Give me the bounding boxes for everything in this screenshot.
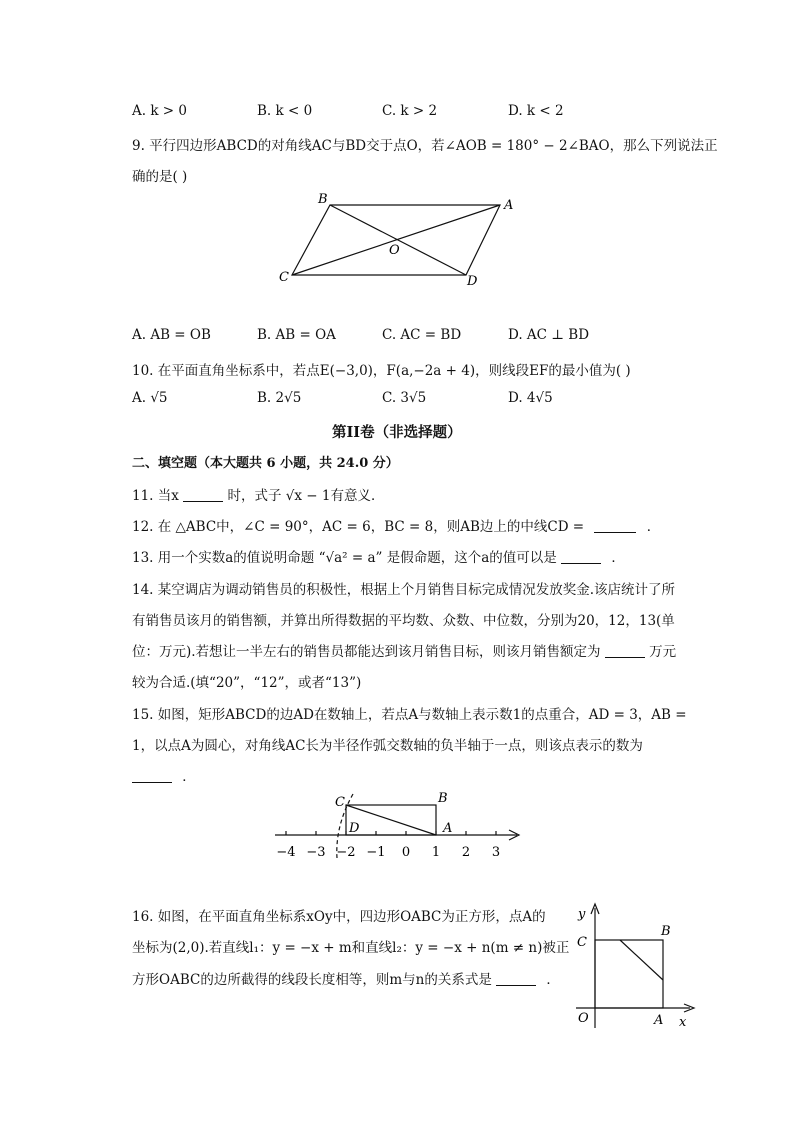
q15-answer-blank[interactable]	[132, 768, 172, 783]
q14-text-line1: 14. 某空调店为调动销售员的积极性，根据上个月销售目标完成情况发放奖金.该店统计了所	[132, 582, 676, 598]
diagonal-ac	[346, 805, 436, 835]
label-a: A	[654, 1013, 664, 1028]
q15-text-line3	[132, 765, 196, 785]
section-title: 第II卷（非选择题）	[332, 424, 462, 441]
label-a: A	[443, 821, 453, 836]
tick-label: −1	[366, 845, 386, 860]
q12-after: ．	[646, 519, 661, 535]
tick-label: 1	[431, 845, 441, 860]
q14-text-line3	[132, 640, 676, 660]
q16-text-line2: 坐标为(2,0).若直线l₁：y = −x + m和直线l₂：y = −x + n(m ≠ n)被正	[132, 940, 570, 956]
q10-option-d: D. 4√5	[508, 390, 553, 406]
q8-option-a: A. k > 0	[132, 103, 187, 119]
label-c: C	[335, 795, 345, 810]
tick-label: −3	[306, 845, 326, 860]
q11-before: 11. 当x	[132, 488, 179, 504]
label-x: x	[679, 1015, 687, 1030]
q13-after: ．	[611, 550, 625, 566]
tick-label: −4	[276, 845, 296, 860]
q15-text-line1: 15. 如图，矩形ABCD的边AD在数轴上，若点A与数轴上表示数1的点重合，AD = 3，AB =	[132, 707, 687, 723]
q16-text-line3	[132, 968, 560, 988]
segment	[620, 940, 663, 980]
tick-label: −2	[336, 845, 356, 860]
label-b: B	[318, 192, 328, 207]
q16-text-line1: 16. 如图，在平面直角坐标系xOy中，四边形OABC为正方形，点A的	[132, 909, 546, 925]
q11-text	[132, 484, 384, 504]
label-o: O	[578, 1011, 589, 1026]
q13-text	[132, 546, 625, 566]
q14-line3-before: 位：万元).若想让一半左右的销售员都能达到该月销售目标，则该月销售额定为	[132, 644, 601, 660]
q9-option-c: C. AC = BD	[382, 327, 462, 343]
q14-text-line4: 较为合适.(填“20”，“12”，或者“13”)	[132, 675, 362, 691]
tick-label: 3	[491, 845, 501, 860]
q14-text-line2: 有销售员该月的销售额，并算出所得数据的平均数、众数、中位数，分别为20，12，13(单	[132, 613, 675, 629]
label-b: B	[438, 791, 448, 806]
section-heading: 二、填空题（本大题共 6 小题，共 24.0 分）	[132, 456, 399, 471]
q16-answer-blank[interactable]	[496, 971, 536, 986]
q16-coordinate-figure	[568, 900, 698, 1035]
label-c: C	[577, 935, 587, 950]
q10-text: 10. 在平面直角坐标系中，若点E(−3,0)，F(a,−2a + 4)，则线段EF的最小值为( )	[132, 363, 631, 379]
q9-text-line1: 9. 平行四边形ABCD的对角线AC与BD交于点O，若∠AOB = 180° − 2∠BAO，那么下列说法正	[132, 138, 718, 154]
label-o: O	[389, 243, 400, 258]
diagonal-ac	[292, 205, 500, 275]
label-d: D	[467, 274, 478, 289]
diagonal-bd	[330, 205, 466, 275]
q11-answer-blank[interactable]	[183, 487, 223, 502]
tick-label: 0	[401, 845, 411, 860]
q9-parallelogram-figure	[270, 188, 530, 290]
q12-before: 12. 在 △ABC中，∠C = 90°，AC = 6，BC = 8，则AB边上的中线CD =	[132, 519, 585, 535]
q9-option-b: B. AB = OA	[257, 327, 336, 343]
square-oabc	[595, 940, 663, 1008]
q13-before: 13. 用一个实数a的值说明命题 “√a² = a” 是假命题，这个a的值可以是	[132, 550, 557, 566]
q15-line3-after: ．	[182, 769, 196, 785]
label-a: A	[504, 198, 514, 213]
q15-number-line-figure	[265, 788, 530, 863]
label-c: C	[279, 270, 289, 285]
q8-option-d: D. k < 2	[508, 103, 564, 119]
q12-text	[132, 515, 660, 535]
q15-text-line2: 1，以点A为圆心，对角线AC长为半径作弧交数轴的负半轴于一点，则该点表示的数为	[132, 738, 643, 754]
q8-option-b: B. k < 0	[257, 103, 313, 119]
q11-after: 时，式子 √x − 1有意义．	[227, 488, 385, 504]
label-b: B	[661, 924, 671, 939]
q16-line3-after: ．	[546, 972, 560, 988]
q9-text-line2: 确的是( )	[132, 169, 188, 185]
q16-line3-before: 方形OABC的边所截得的线段长度相等，则m与n的关系式是	[132, 972, 492, 988]
q10-option-c: C. 3√5	[382, 390, 427, 406]
label-y: y	[578, 907, 586, 922]
q10-option-b: B. 2√5	[257, 390, 302, 406]
q9-option-d: D. AC ⊥ BD	[508, 327, 590, 343]
q14-line3-after: 万元	[649, 644, 677, 660]
tick-label: 2	[461, 845, 471, 860]
q10-option-a: A. √5	[132, 390, 168, 406]
q9-option-a: A. AB = OB	[132, 327, 211, 343]
q13-answer-blank[interactable]	[561, 549, 601, 564]
q12-answer-blank[interactable]	[594, 518, 636, 533]
label-d: D	[349, 821, 360, 836]
q8-option-c: C. k > 2	[382, 103, 438, 119]
q14-answer-blank[interactable]	[605, 643, 645, 658]
